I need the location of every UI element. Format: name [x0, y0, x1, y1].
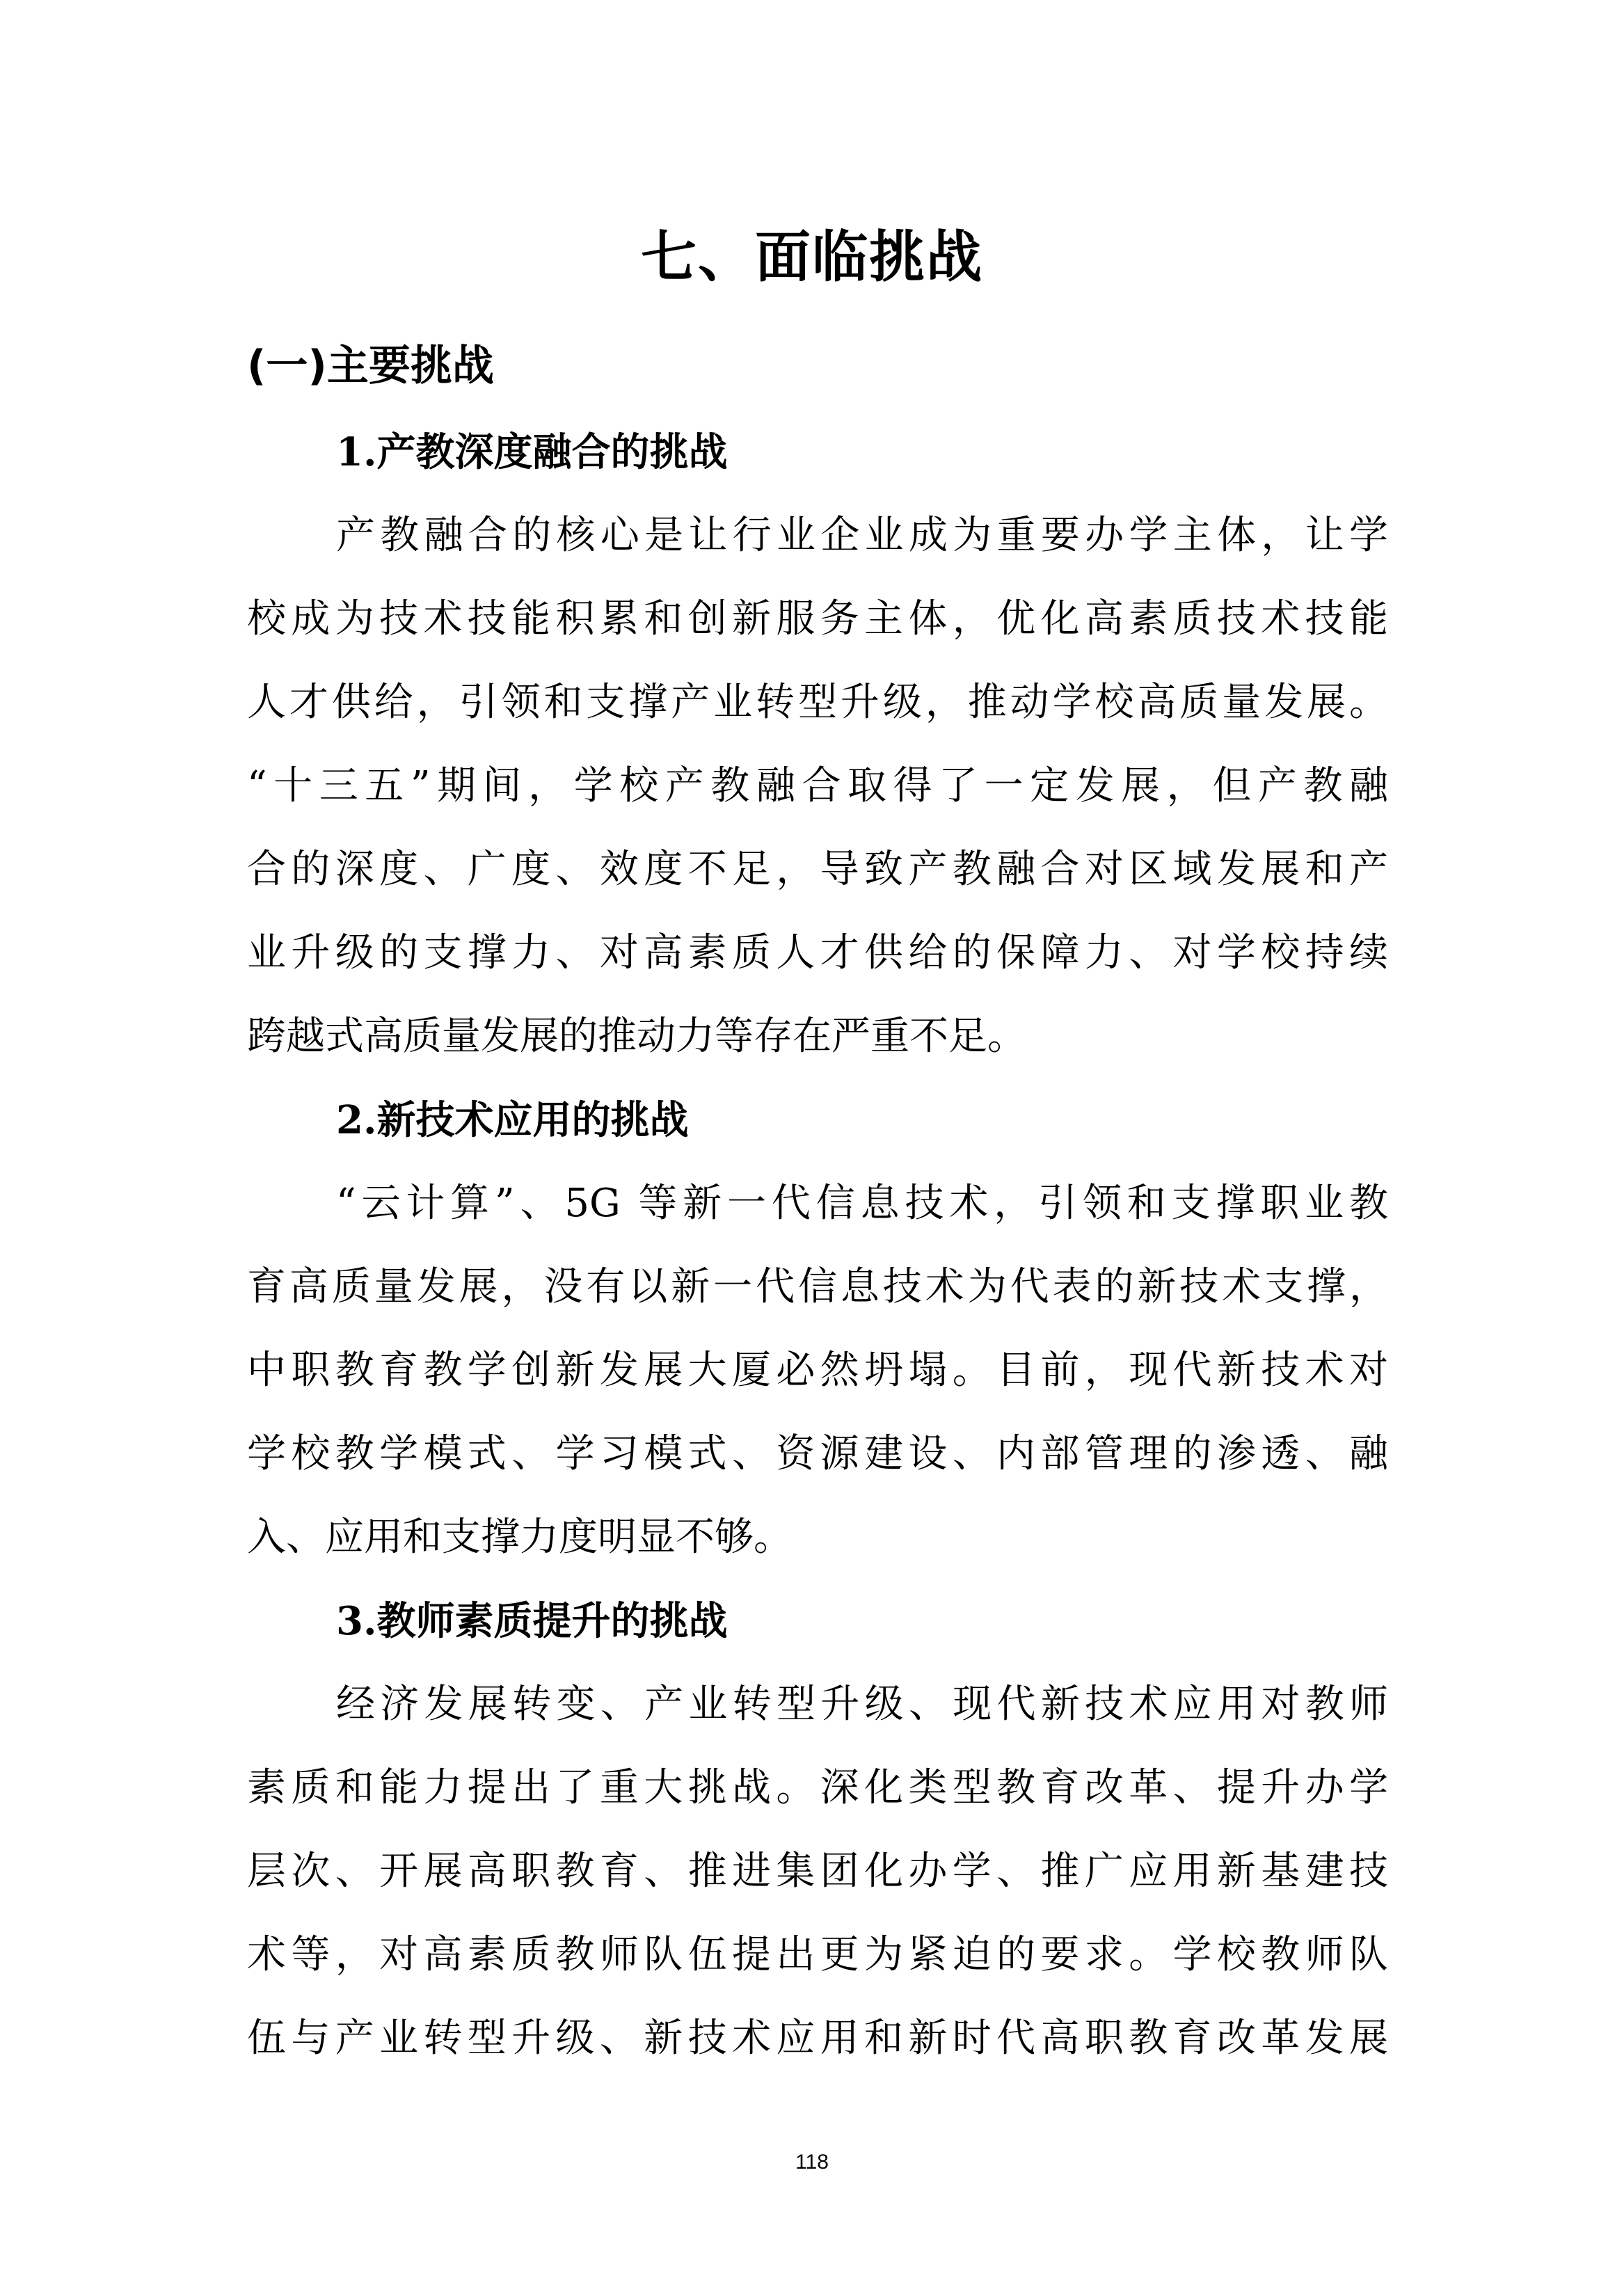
paragraph-line: 业升级的支撑力、对高素质人才供给的保障力、对学校持续: [247, 930, 1388, 975]
paragraph-line: 学校教学模式、学习模式、资源建设、内部管理的渗透、融: [247, 1431, 1388, 1476]
section-heading: (一)主要挑战: [247, 342, 494, 390]
subheading-1: 1.产教深度融合的挑战: [336, 429, 728, 475]
paragraph-line: 育高质量发展，没有以新一代信息技术为代表的新技术支撑，: [247, 1264, 1388, 1309]
paragraph-line: 伍与产业转型升级、新技术应用和新时代高职教育改革发展: [247, 2016, 1388, 2061]
subheading-2: 2.新技术应用的挑战: [336, 1097, 689, 1143]
paragraph-line: 素质和能力提出了重大挑战。深化类型教育改革、提升办学: [247, 1765, 1388, 1810]
paragraph-line: 术等，对高素质教师队伍提出更为紧迫的要求。学校教师队: [247, 1932, 1388, 1977]
paragraph-line: 产教融合的核心是让行业企业成为重要办学主体，让学: [336, 513, 1388, 558]
paragraph-line: 经济发展转变、产业转型升级、现代新技术应用对教师: [336, 1682, 1388, 1727]
paragraph-line: 层次、开展高职教育、推进集团化办学、推广应用新基建技: [247, 1849, 1388, 1894]
page-number: 118: [795, 2151, 829, 2174]
paragraph-line: “十三五”期间，学校产教融合取得了一定发展，但产教融: [247, 763, 1388, 808]
paragraph-line: “云计算”、5G 等新一代信息技术，引领和支撑职业教: [336, 1181, 1388, 1226]
paragraph-line: 合的深度、广度、效度不足，导致产教融合对区域发展和产: [247, 847, 1388, 892]
paragraph-line: 中职教育教学创新发展大厦必然坍塌。目前，现代新技术对: [247, 1348, 1388, 1393]
paragraph-line: 入、应用和支撑力度明显不够。: [247, 1515, 793, 1560]
page-title: 七、面临挑战: [641, 225, 983, 289]
subheading-3: 3.教师素质提升的挑战: [336, 1598, 728, 1644]
paragraph-line: 校成为技术技能积累和创新服务主体，优化高素质技术技能: [247, 596, 1388, 641]
paragraph-line: 人才供给，引领和支撑产业转型升级，推动学校高质量发展。: [247, 680, 1388, 725]
paragraph-line: 跨越式高质量发展的推动力等存在严重不足。: [247, 1014, 1026, 1059]
